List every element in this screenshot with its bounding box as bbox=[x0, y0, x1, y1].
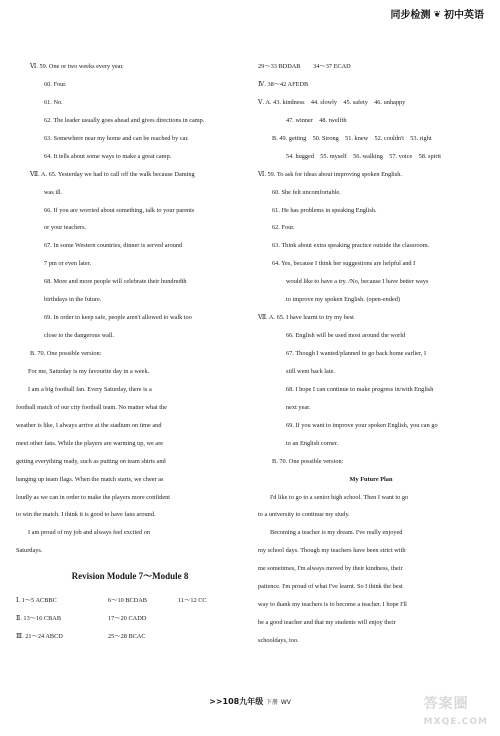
footer-grade: 九年级 bbox=[239, 696, 264, 706]
text-line: 7 pm or even later. bbox=[44, 260, 92, 268]
text-line: me sometimes, I'm always moved by their kindness, their bbox=[258, 565, 403, 573]
watermark-main: 答案圈 bbox=[423, 696, 469, 713]
text-line: be a good teacher and that my students will enjoy their bbox=[258, 619, 396, 627]
text-line: 64. It tells about some ways to make a great camp. bbox=[44, 152, 172, 160]
text-line: way to thank my teachers is to become a teacher. I hope I'll bbox=[258, 601, 407, 609]
watermark-logo bbox=[424, 694, 488, 730]
text-line: was ill. bbox=[44, 188, 63, 196]
text-line: 68. More and more people will celebrate their hundredth bbox=[44, 278, 187, 286]
header-subject: 初中英语 bbox=[444, 10, 484, 21]
answer-cell bbox=[178, 614, 238, 624]
text-line: Ⅵ. 59. To ask for ideas about improving spoken English. bbox=[258, 170, 402, 178]
text-line: 67. Though I wanted/planned to go back home earlier, I bbox=[286, 350, 427, 357]
text-line: next year. bbox=[286, 403, 311, 411]
text-line: loudly as we can in order to make the players more confident bbox=[16, 493, 171, 501]
text-line: 60. She felt uncomfortable. bbox=[272, 188, 341, 196]
text-line: Ⅴ. A. 43. kindness 44. slowly 45. safety 46. unhappy bbox=[258, 98, 406, 106]
page-number: 108 bbox=[222, 696, 240, 706]
text-line: 60. Four. bbox=[44, 80, 67, 88]
watermark-sub: MXQE.COM bbox=[423, 717, 488, 728]
text-line: I am proud of my job and always feel excited on bbox=[28, 529, 151, 537]
answer-cell: Ⅲ. 21～24 ABCD bbox=[16, 633, 63, 641]
text-line: to a university to continue my study. bbox=[258, 511, 350, 519]
text-line: to improve my spoken English. (open-ended) bbox=[286, 296, 401, 304]
text-line: 63. Think about extra speaking practice outside the classroom. bbox=[272, 242, 430, 250]
answer-cell bbox=[178, 632, 238, 642]
text-line: Ⅶ. A. 65. I have learnt to try my best bbox=[258, 314, 354, 322]
text-line: weather is like, I always arrive at the stadium on time and bbox=[16, 421, 162, 429]
text-line: still went back late. bbox=[286, 367, 335, 375]
text-line: Becoming a teacher is my dream. I've really enjoyed bbox=[270, 529, 403, 537]
answer-cell: 11～12 CC bbox=[178, 597, 207, 604]
answer-row bbox=[16, 614, 244, 624]
text-line: patience. I'm proud of what I've learnt. So I think the best bbox=[258, 583, 403, 591]
text-line: would like to have a try. /No, because I have better ways bbox=[286, 278, 429, 286]
answer-table bbox=[16, 596, 244, 642]
text-line: I'd like to go to a senior high school. Then I want to go bbox=[270, 493, 409, 501]
text-line: my school days. Though my teachers have been strict with bbox=[258, 547, 406, 555]
leaf-icon: ❦ bbox=[433, 9, 441, 20]
text-line: 67. In some Western countries, dinner is served around bbox=[44, 242, 183, 250]
text-line: B. 70. One possible version: bbox=[30, 350, 102, 357]
answer-cell: 17～20 CADD bbox=[108, 615, 147, 623]
text-line: to win the match. I think it is good to have fans around. bbox=[16, 511, 156, 519]
text-line: meet other fans. While the players are warming up, we are bbox=[16, 439, 164, 447]
text-line: B. 70. One possible version: bbox=[272, 457, 344, 465]
text-line: My Future Plan bbox=[349, 475, 393, 483]
revision-title: Revision Module 7～Module 8 bbox=[71, 571, 189, 582]
text-line: 69. In order to keep safe, people aren't allowed to walk too bbox=[44, 314, 192, 322]
left-lines bbox=[16, 62, 244, 556]
footer-prefix: >> bbox=[209, 696, 223, 706]
text-line: close to the dangerous wall. bbox=[44, 332, 115, 340]
text-line: For me, Saturday is my favourite day in a week. bbox=[28, 367, 150, 375]
text-line: 54. hugged 55. myself 56. walking 57. voice 58. spirit bbox=[286, 152, 441, 160]
answer-cell: 25～28 BCAC bbox=[108, 633, 146, 641]
footer-edition: WV bbox=[280, 698, 291, 706]
text-line: to an English corner. bbox=[286, 439, 339, 447]
text-line: 61. No. bbox=[44, 98, 63, 106]
text-line: hanging up team flags. When the match starts, we cheer as bbox=[16, 475, 164, 483]
text-line: I am a big football fan. Every Saturday, there is a bbox=[28, 385, 152, 393]
right-column bbox=[258, 62, 484, 654]
answer-cell: Ⅱ. 13～16 CBAB bbox=[16, 615, 62, 623]
text-line: football match of our city football team. No matter what the bbox=[16, 403, 167, 411]
text-line: 29～33 BDDAB 34～37 ECAD bbox=[258, 63, 351, 70]
text-line: 66. If you are worried about something, talk to your parents bbox=[44, 206, 195, 214]
text-line: 62. Four. bbox=[272, 224, 295, 232]
left-column bbox=[16, 62, 244, 650]
text-line: 69. If you want to improve your spoken English, you can go bbox=[286, 421, 438, 429]
text-line: 63. Somewhere near my home and can be reached by car. bbox=[44, 134, 189, 142]
text-line: or your teachers. bbox=[44, 224, 87, 232]
text-line: 64. Yes, because I think her suggestions are helpful and I bbox=[272, 260, 416, 268]
answer-cell: Ⅰ. 1～5 ACBBC bbox=[16, 597, 57, 604]
text-line: birthdays in the future. bbox=[44, 296, 102, 304]
answer-cell: 6～10 BCDAB bbox=[108, 597, 148, 604]
text-line: 66. English will be used most around the world bbox=[286, 332, 406, 340]
text-line: 62. The leader usually goes ahead and gives directions in camp. bbox=[44, 116, 205, 124]
text-line: Ⅳ. 38～42 AFEDB bbox=[258, 80, 309, 88]
footer-volume: 下册 bbox=[266, 698, 279, 706]
text-line: 61. He has problems in speaking English. bbox=[272, 206, 377, 214]
text-line: 47. winner 48. twelfth bbox=[286, 116, 347, 124]
page-header bbox=[390, 8, 484, 24]
text-line: B. 49. getting 50. Strong 51. knew 52. couldn't 53. right bbox=[272, 134, 432, 142]
header-title: 同步检测 bbox=[390, 10, 431, 21]
answer-row bbox=[16, 632, 244, 642]
text-line: getting everything ready, such as putting on team shirts and bbox=[16, 457, 166, 465]
text-line: 68. I hope I can continue to make progress in/with English bbox=[286, 385, 434, 393]
text-line: schooldays, too. bbox=[258, 637, 299, 644]
right-lines bbox=[258, 62, 484, 646]
text-line: Ⅵ. 59. One or two weeks every year. bbox=[30, 63, 124, 70]
answer-row bbox=[16, 596, 244, 606]
text-line: Ⅶ. A. 65. Yesterday we had to call off the walk because Daming bbox=[30, 170, 195, 178]
text-line: Saturdays. bbox=[16, 547, 43, 555]
